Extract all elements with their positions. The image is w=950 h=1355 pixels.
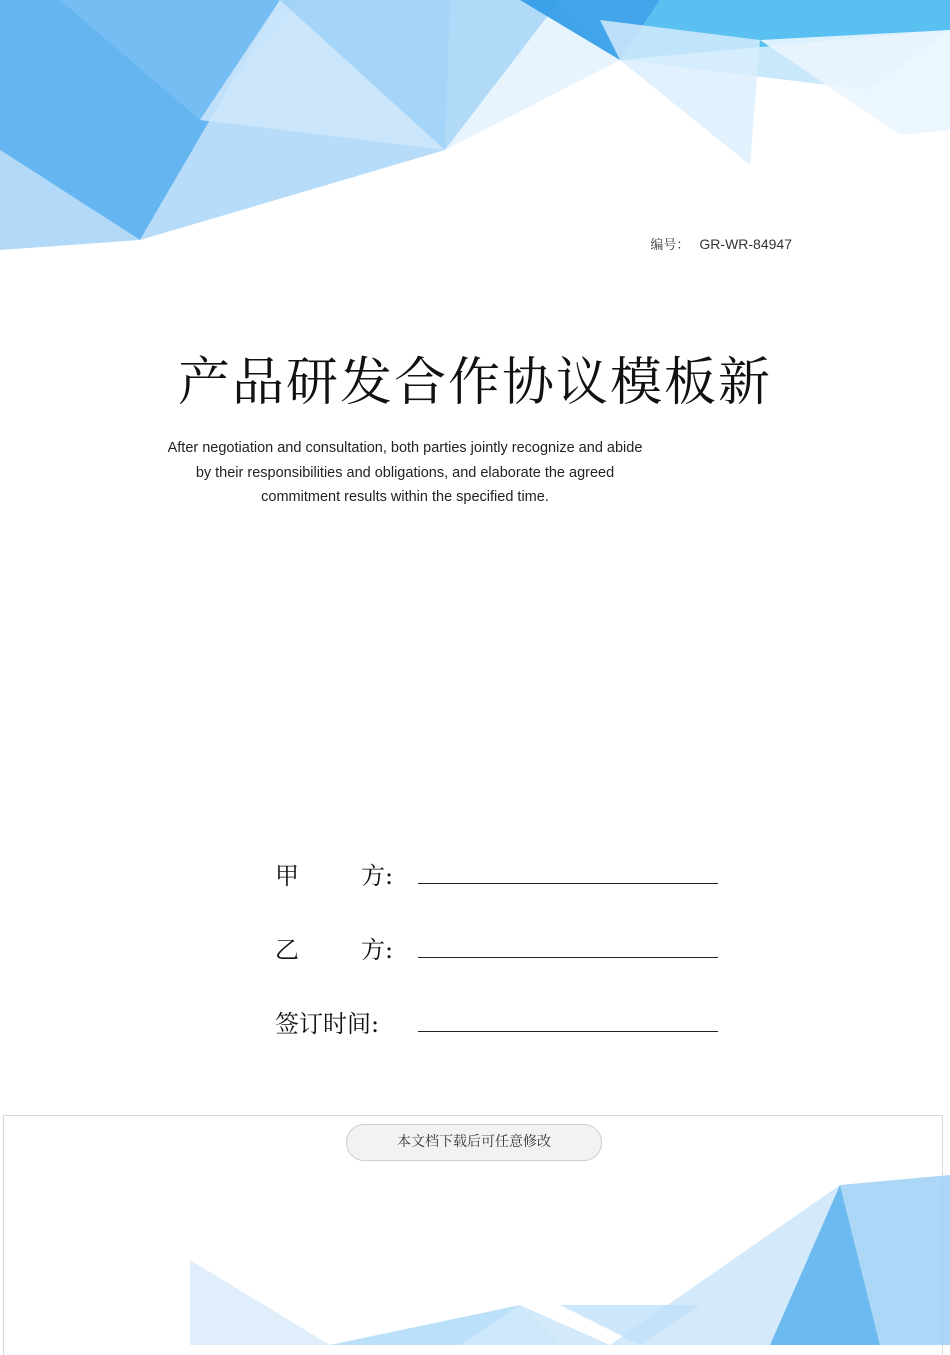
party-a-label-char: 甲 [275, 862, 299, 890]
download-note-badge: 本文档下载后可任意修改 [346, 1124, 602, 1161]
party-b-label-suffix: 方: [361, 936, 394, 964]
subtitle-line: After negotiation and consultation, both parties jointly recognize and abide [167, 440, 643, 456]
party-a-label-suffix: 方: [361, 862, 394, 890]
party-b-blank-line[interactable] [418, 957, 718, 958]
document-number-label: 编号： [650, 238, 690, 253]
sign-date-label: 签订时间: [275, 1010, 380, 1038]
top-decoration [0, 0, 950, 250]
sign-date-blank-line[interactable] [418, 1031, 718, 1032]
document-subtitle [140, 436, 670, 510]
document-number [650, 234, 792, 253]
document-title: 产品研发合作协议模板新 [177, 353, 772, 413]
document-number-value: GR-WR-84947 [699, 236, 792, 252]
subtitle-line: commitment results within the specified time. [261, 489, 549, 505]
party-b-label-char: 乙 [275, 936, 299, 964]
subtitle-line: by their responsibilities and obligations, and elaborate the agreed [195, 464, 615, 481]
party-a-blank-line[interactable] [418, 883, 718, 884]
